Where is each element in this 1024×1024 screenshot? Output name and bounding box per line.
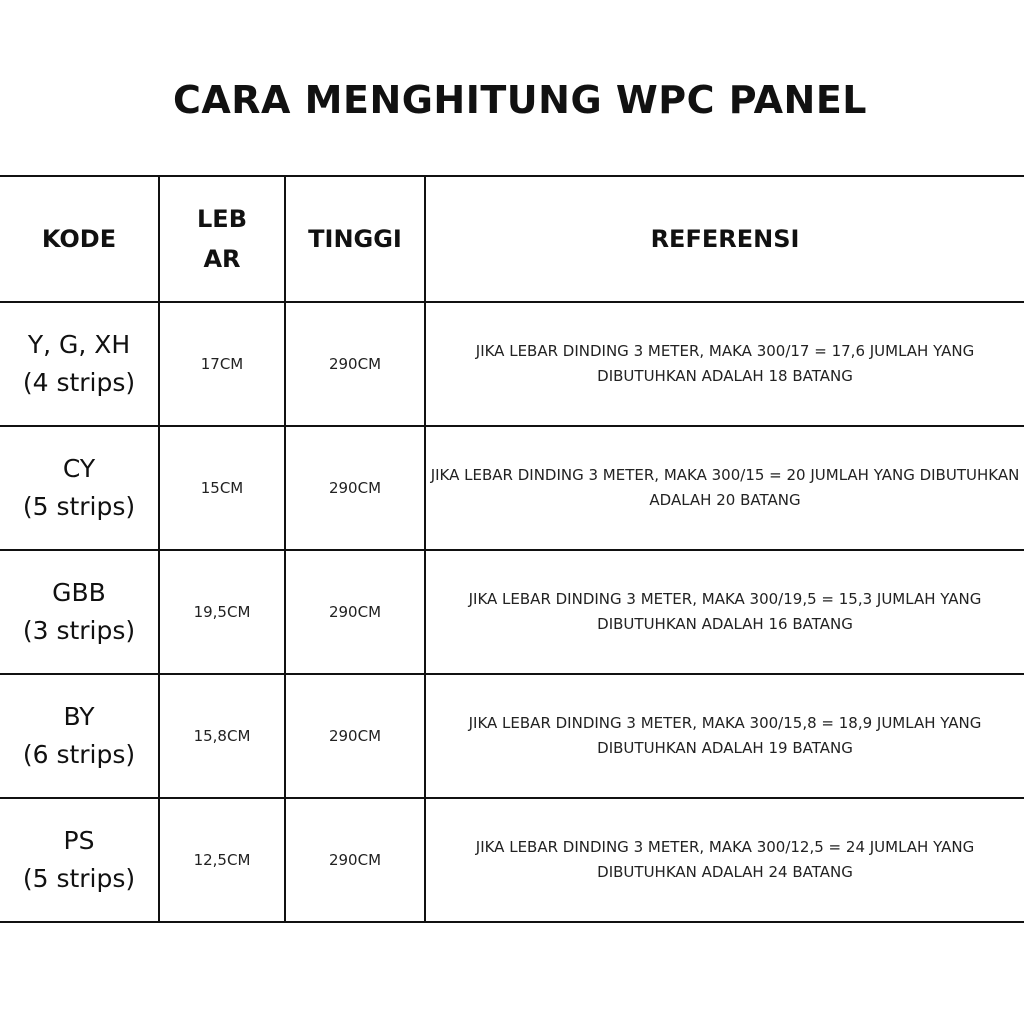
cell-lebar: 15CM <box>159 426 285 550</box>
cell-kode <box>0 798 159 922</box>
kode-code: PS <box>63 826 95 855</box>
header-tinggi: TINGGI <box>285 176 425 302</box>
cell-lebar: 12,5CM <box>159 798 285 922</box>
cell-kode <box>0 550 159 674</box>
cell-referensi: JIKA LEBAR DINDING 3 METER, MAKA 300/12,5 = 24 JUMLAH YANG DIBUTUHKAN ADALAH 24 BATANG <box>425 798 1024 922</box>
table-row <box>0 302 1024 426</box>
kode-code: CY <box>62 454 96 483</box>
wpc-panel-table <box>0 175 1024 923</box>
header-kode: KODE <box>0 176 159 302</box>
cell-lebar: 15,8CM <box>159 674 285 798</box>
kode-code: BY <box>63 702 95 731</box>
cell-lebar: 19,5CM <box>159 550 285 674</box>
cell-referensi: JIKA LEBAR DINDING 3 METER, MAKA 300/19,5 = 15,3 JUMLAH YANG DIBUTUHKAN ADALAH 16 BATANG <box>425 550 1024 674</box>
cell-kode <box>0 302 159 426</box>
cell-tinggi: 290CM <box>285 674 425 798</box>
cell-tinggi: 290CM <box>285 302 425 426</box>
cell-referensi: JIKA LEBAR DINDING 3 METER, MAKA 300/15,8 = 18,9 JUMLAH YANG DIBUTUHKAN ADALAH 19 BATANG <box>425 674 1024 798</box>
cell-referensi: JIKA LEBAR DINDING 3 METER, MAKA 300/15 = 20 JUMLAH YANG DIBUTUHKAN ADALAH 20 BATANG <box>425 426 1024 550</box>
kode-strips: (5 strips) <box>22 492 136 521</box>
header-lebar: LEBAR <box>159 176 285 302</box>
cell-lebar: 17CM <box>159 302 285 426</box>
cell-tinggi: 290CM <box>285 426 425 550</box>
kode-code: Y, G, XH <box>27 330 131 359</box>
cell-tinggi: 290CM <box>285 550 425 674</box>
table-row <box>0 674 1024 798</box>
kode-strips: (6 strips) <box>22 740 136 769</box>
table-header-row <box>0 176 1024 302</box>
table-row <box>0 798 1024 922</box>
kode-code: GBB <box>52 578 106 607</box>
table-row <box>0 550 1024 674</box>
header-referensi: REFERENSI <box>425 176 1024 302</box>
cell-referensi: JIKA LEBAR DINDING 3 METER, MAKA 300/17 = 17,6 JUMLAH YANG DIBUTUHKAN ADALAH 18 BATANG <box>425 302 1024 426</box>
kode-strips: (3 strips) <box>22 616 136 645</box>
cell-tinggi: 290CM <box>285 798 425 922</box>
page-title: CARA MENGHITUNG WPC PANEL <box>172 78 868 122</box>
cell-kode <box>0 426 159 550</box>
table-row <box>0 426 1024 550</box>
kode-strips: (5 strips) <box>22 864 136 893</box>
kode-strips: (4 strips) <box>22 368 136 397</box>
cell-kode <box>0 674 159 798</box>
